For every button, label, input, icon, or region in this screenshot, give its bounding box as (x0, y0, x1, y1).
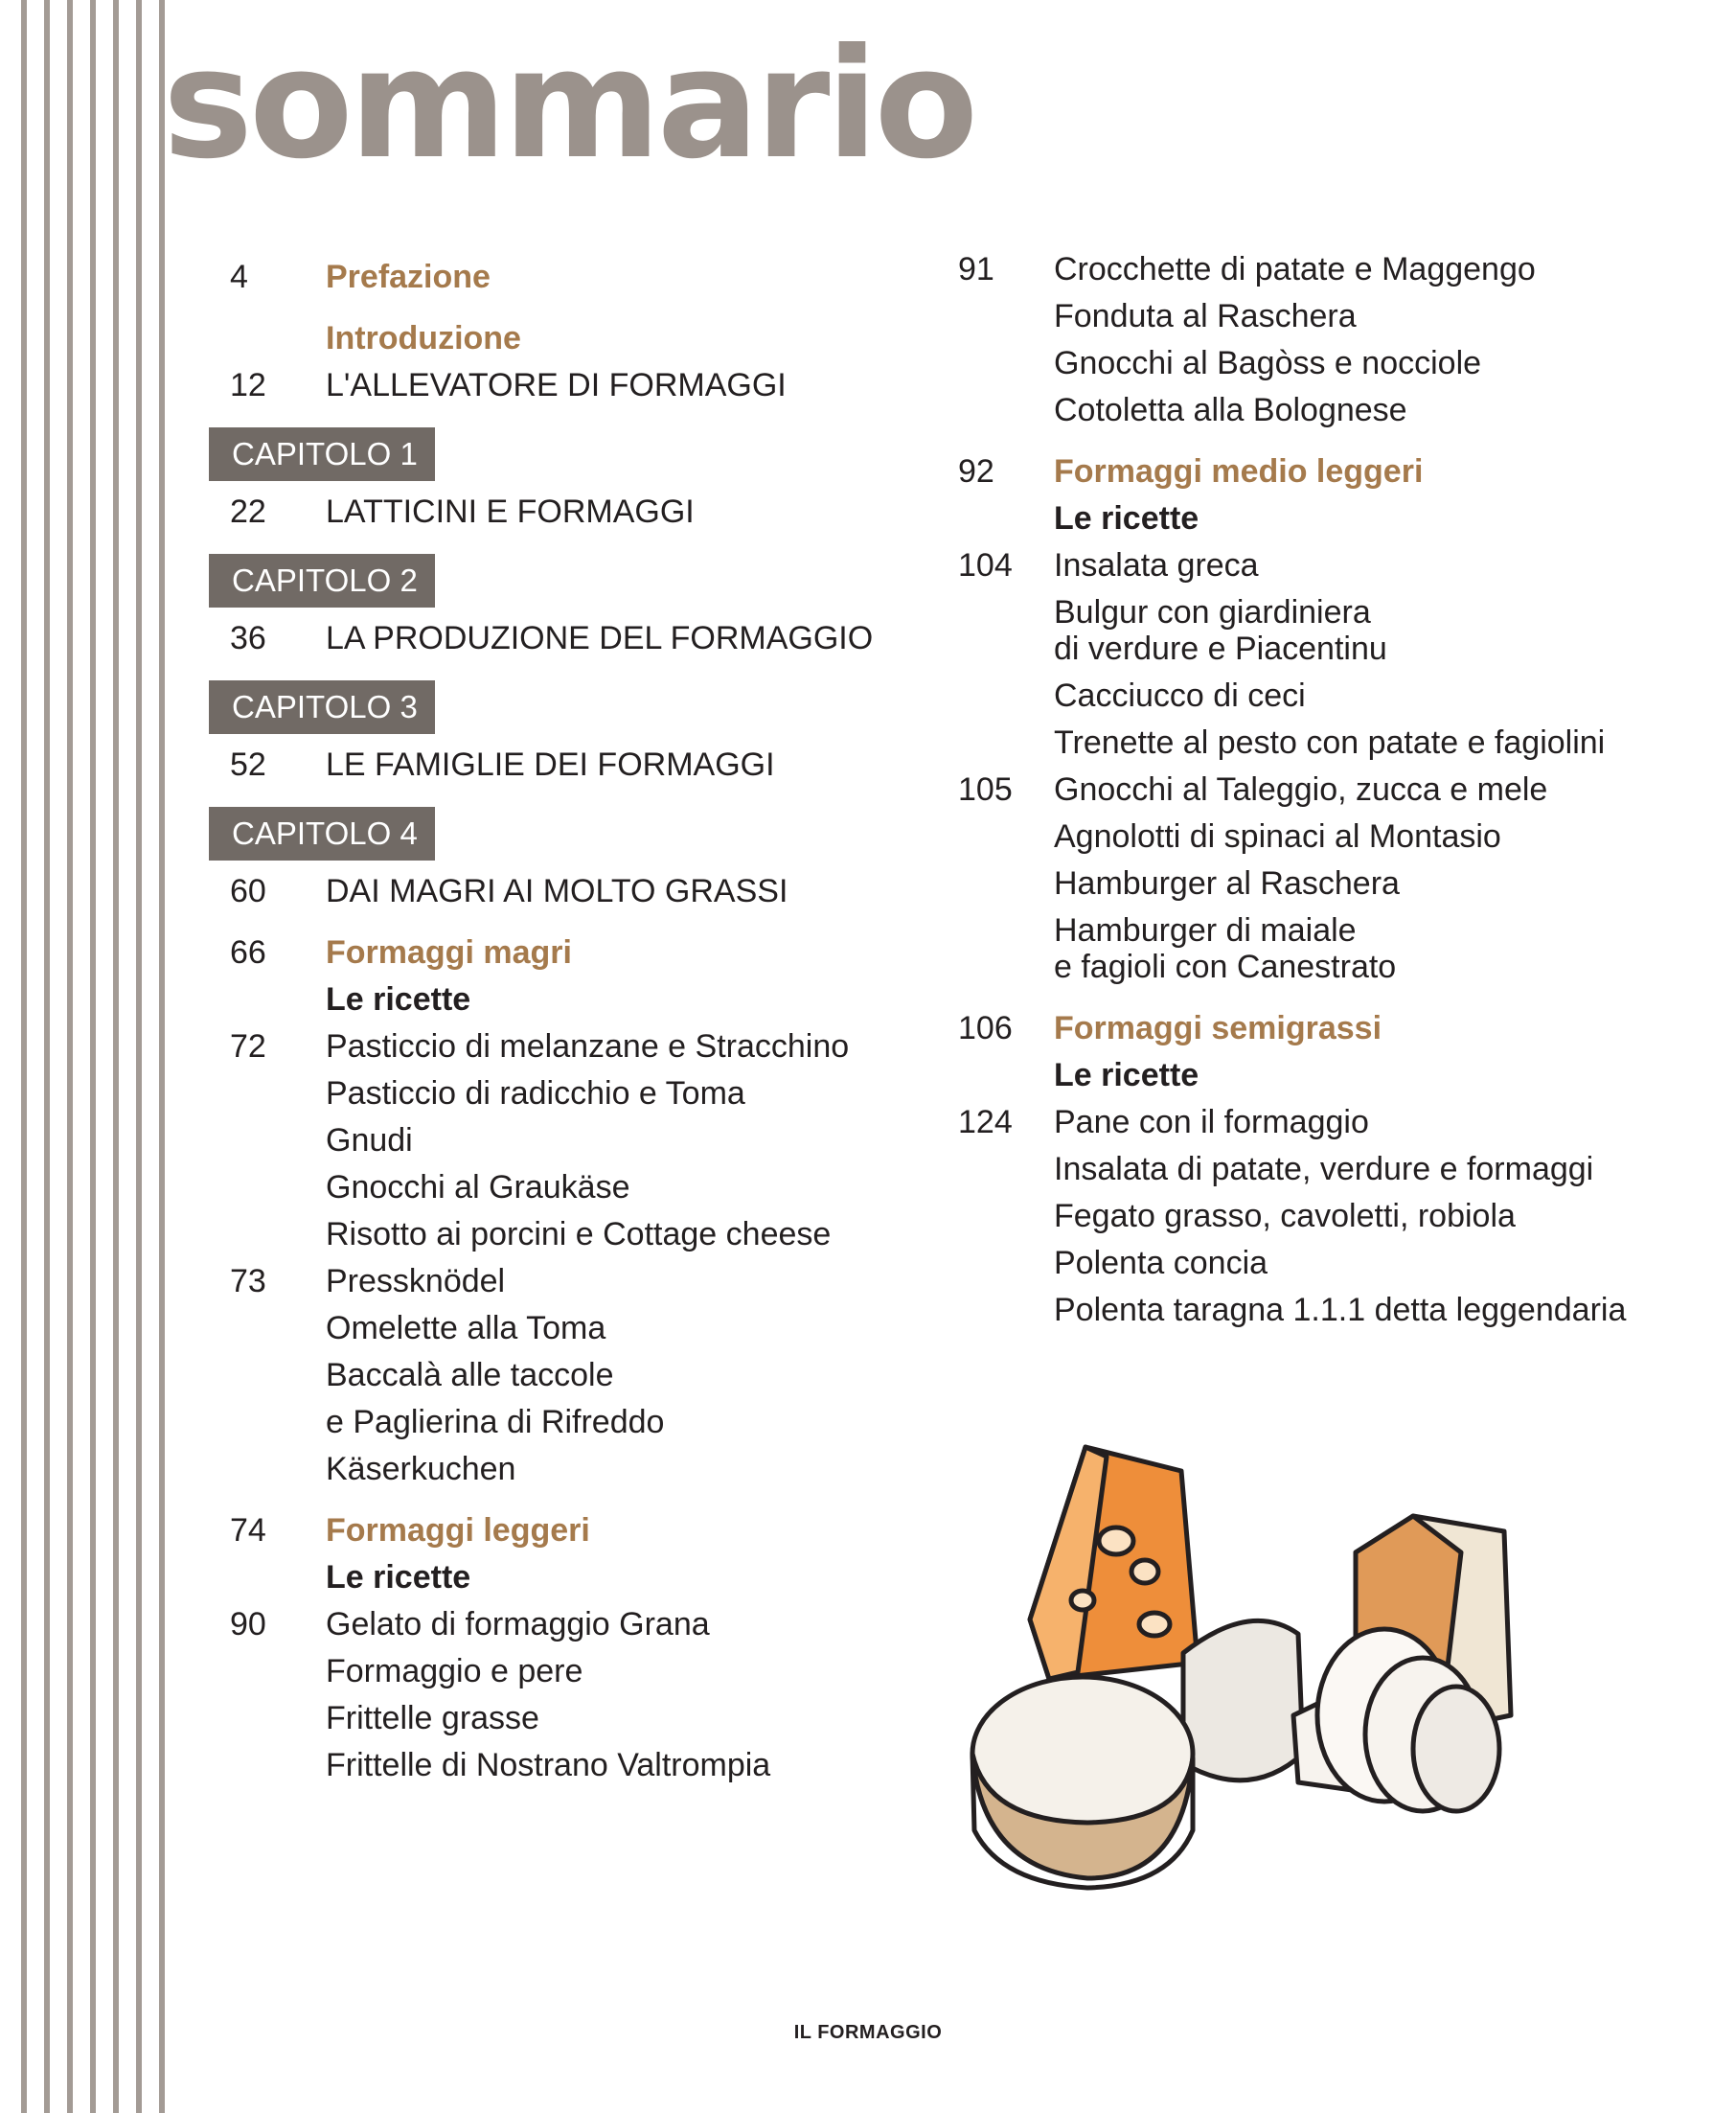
page-number: 12 (230, 367, 266, 403)
entry-title: Omelette alla Toma (326, 1310, 606, 1346)
page-footer: IL FORMAGGIO (793, 2022, 943, 2043)
toc-entry (958, 345, 1696, 381)
decorative-stripe (113, 0, 119, 2113)
cheese-illustration (963, 1428, 1538, 1926)
toc-entry (230, 1216, 891, 1252)
toc-entry (958, 1292, 1696, 1328)
entry-title: Polenta concia (1054, 1245, 1268, 1281)
toc-section-heading (230, 259, 891, 295)
toc-entry (230, 1653, 891, 1689)
toc-entry (958, 818, 1696, 855)
toc-entry (958, 1151, 1696, 1187)
entry-title: Pane con il formaggio (1054, 1104, 1369, 1140)
page-number: 52 (230, 746, 266, 783)
chapter-badge: CAPITOLO 4 (209, 807, 435, 861)
toc-subheading (958, 1057, 1696, 1093)
decorative-stripe (67, 0, 73, 2113)
entry-title: Le ricette (326, 1559, 471, 1596)
page-number: 4 (230, 259, 248, 295)
page-number: 104 (958, 547, 1013, 584)
page-number: 124 (958, 1104, 1013, 1140)
chapter-heading (230, 540, 891, 620)
toc-entry (230, 1122, 891, 1159)
toc-section-heading (230, 934, 891, 971)
chapter-heading (230, 414, 891, 494)
toc-entry (958, 1104, 1696, 1140)
toc-entry (958, 298, 1696, 334)
entry-title: Le ricette (1054, 1057, 1199, 1093)
page-number: 66 (230, 934, 266, 971)
entry-title: DAI MAGRI AI MOLTO GRASSI (326, 873, 788, 909)
toc-section-heading (230, 1512, 891, 1549)
toc-entry (958, 594, 1696, 667)
entry-title: Risotto ai porcini e Cottage cheese (326, 1216, 832, 1252)
entry-title: Prefazione (326, 259, 491, 295)
page-number: 91 (958, 251, 994, 287)
entry-title: Gnocchi al Bagòss e nocciole (1054, 345, 1482, 381)
toc-entry (230, 1263, 891, 1299)
toc-entry (230, 1747, 891, 1783)
toc-entry (958, 392, 1696, 428)
page-number: 73 (230, 1263, 266, 1299)
toc-entry (230, 1169, 891, 1206)
toc-subheading (958, 500, 1696, 537)
toc-subheading (230, 981, 891, 1018)
entry-title: Hamburger al Raschera (1054, 865, 1400, 902)
entry-title: Gnocchi al Taleggio, zucca e mele (1054, 771, 1548, 808)
decorative-stripe (44, 0, 50, 2113)
page-title: sommario (163, 16, 975, 193)
chapter-badge: CAPITOLO 1 (209, 427, 435, 481)
entry-title: Käserkuchen (326, 1451, 516, 1487)
toc-right-column (958, 251, 1696, 1339)
entry-title: Crocchette di patate e Maggengo (1054, 251, 1536, 287)
toc-entry (958, 251, 1696, 287)
entry-title: Frittelle grasse (326, 1700, 539, 1736)
toc-subheading (230, 1559, 891, 1596)
page-number: 36 (230, 620, 266, 656)
entry-title: Introduzione (326, 320, 521, 356)
toc-entry (958, 1198, 1696, 1234)
entry-title: Gnudi (326, 1122, 413, 1159)
decorative-stripe (159, 0, 165, 2113)
entry-title: Gnocchi al Graukäse (326, 1169, 630, 1206)
page-number: 90 (230, 1606, 266, 1642)
toc-entry (958, 724, 1696, 761)
toc-entry (958, 912, 1696, 985)
toc-entry (958, 678, 1696, 714)
entry-title: Formaggi leggeri (326, 1512, 590, 1549)
chapter-heading (230, 793, 891, 873)
entry-title: Trenette al pesto con patate e fagiolini (1054, 724, 1606, 761)
entry-title: Frittelle di Nostrano Valtrompia (326, 1747, 771, 1783)
toc-section-heading (958, 453, 1696, 490)
toc-entry (230, 620, 891, 656)
page-number: 72 (230, 1028, 266, 1065)
entry-title: Le ricette (1054, 500, 1199, 537)
decorative-stripe (90, 0, 96, 2113)
entry-title: Polenta taragna 1.1.1 detta leggendaria (1054, 1292, 1627, 1328)
entry-title: Insalata greca (1054, 547, 1259, 584)
toc-entry (230, 1028, 891, 1065)
chapter-badge: CAPITOLO 3 (209, 680, 435, 734)
toc-entry (230, 1075, 891, 1112)
entry-title: Pressknödel (326, 1263, 506, 1299)
toc-entry (230, 1357, 891, 1393)
entry-title: Formaggi magri (326, 934, 572, 971)
toc-entry (230, 1451, 891, 1487)
entry-title: LATTICINI E FORMAGGI (326, 494, 695, 530)
entry-title: Gelato di formaggio Grana (326, 1606, 710, 1642)
decorative-stripe (136, 0, 142, 2113)
chapter-heading (230, 667, 891, 746)
entry-title: Fegato grasso, cavoletti, robiola (1054, 1198, 1516, 1234)
entry-title: Formaggi medio leggeri (1054, 453, 1424, 490)
entry-title: LA PRODUZIONE DEL FORMAGGIO (326, 620, 874, 656)
page-number: 92 (958, 453, 994, 490)
entry-title: Le ricette (326, 981, 471, 1018)
toc-entry (230, 1404, 891, 1440)
entry-title: Pasticcio di melanzane e Stracchino (326, 1028, 850, 1065)
page-number: 106 (958, 1010, 1013, 1046)
page-number: 60 (230, 873, 266, 909)
toc-entry (230, 1700, 891, 1736)
chapter-badge: CAPITOLO 2 (209, 554, 435, 608)
page-number: 74 (230, 1512, 266, 1549)
entry-title: Pasticcio di radicchio e Toma (326, 1075, 745, 1112)
toc-entry (958, 1245, 1696, 1281)
page-number: 22 (230, 494, 266, 530)
toc-entry (230, 746, 891, 783)
entry-title: LE FAMIGLIE DEI FORMAGGI (326, 746, 775, 783)
page-number: 105 (958, 771, 1013, 808)
toc-entry (958, 547, 1696, 584)
entry-title: Baccalà alle taccole (326, 1357, 614, 1393)
entry-title: Agnolotti di spinaci al Montasio (1054, 818, 1501, 855)
entry-title: Formaggio e pere (326, 1653, 583, 1689)
toc-entry (230, 367, 891, 403)
toc-entry (230, 494, 891, 530)
toc-entry (958, 771, 1696, 808)
entry-title: e Paglierina di Rifreddo (326, 1404, 665, 1440)
toc-entry (230, 1606, 891, 1642)
toc-section-heading (958, 1010, 1696, 1046)
toc-entry (230, 873, 891, 909)
entry-title: Hamburger di maiale e fagioli con Canestrato (1054, 912, 1397, 985)
entry-title: Cacciucco di ceci (1054, 678, 1306, 714)
entry-title: Cotoletta alla Bolognese (1054, 392, 1407, 428)
entry-title: Insalata di patate, verdure e formaggi (1054, 1151, 1594, 1187)
entry-title: Fonduta al Raschera (1054, 298, 1357, 334)
toc-left-column (230, 259, 891, 1794)
toc-section-heading (230, 320, 891, 356)
toc-entry (958, 865, 1696, 902)
decorative-stripe (21, 0, 27, 2113)
entry-title: Bulgur con giardiniera di verdure e Piacentinu (1054, 594, 1387, 667)
toc-entry (230, 1310, 891, 1346)
entry-title: Formaggi semigrassi (1054, 1010, 1382, 1046)
entry-title: L'ALLEVATORE DI FORMAGGI (326, 367, 787, 403)
